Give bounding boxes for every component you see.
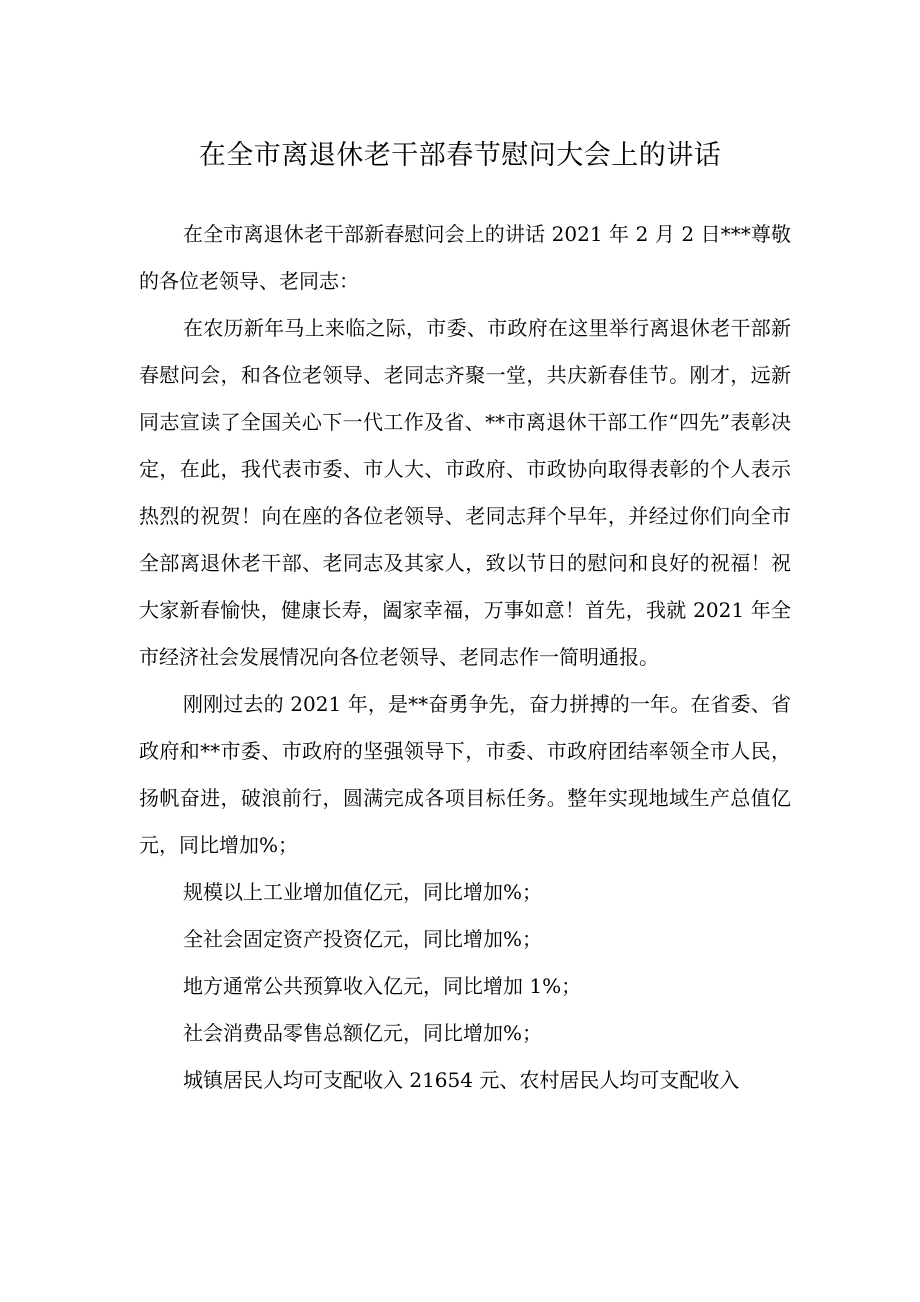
paragraph-income: 城镇居民人均可支配收入 21654 元、农村居民人均可支配收入 (183, 1068, 740, 1092)
paragraph-opening: 在农历新年马上来临之际，市委、市政府在这里举行离退休老干部新春慰问会，和各位老领导、老同志齐聚一堂，共庆新春佳节。刚才，远新同志宣读了全国关心下一代工作及省、**市离退休干部工作“四先”表彰决定，在此，我代表市委、市人大、市政府、市政协向取得表彰的个人表示热烈的祝贺！向在座的各位老领导、老同志拜个早年，并经过你们向全市全部离退休老干部、老同志及其家人，致以节日的慰问和良好的祝福！祝大家新春愉快，健康长寿，阖家幸福，万事如意！首先，我就 2021 年全市经济社会发展情况向各位老领导、老同志作一简明通报。 (139, 316, 791, 669)
paragraph-retail: 社会消费品零售总额亿元，同比增加%； (183, 1021, 543, 1045)
paragraph-greeting: 在全市离退休老干部新春慰问会上的讲话 2021 年 2 月 2 日***尊敬的各位老领导、老同志： (139, 222, 791, 293)
document-title: 在全市离退休老干部春节慰问大会上的讲话 (198, 140, 722, 172)
document-body (139, 211, 791, 1104)
paragraph-review: 刚刚过去的 2021 年，是**奋勇争先，奋力拼搏的一年。在省委、省政府和**市委、市政府的坚强领导下，市委、市政府团结率领全市人民，扬帆奋进，破浪前行，圆满完成各项目标任务。整年实现地域生产总值亿元，同比增加%； (139, 692, 791, 857)
paragraph-industry: 规模以上工业增加值亿元，同比增加%； (183, 880, 543, 904)
paragraph-investment: 全社会固定资产投资亿元，同比增加%； (183, 927, 543, 951)
paragraph-budget: 地方通常公共预算收入亿元，同比增加 1%； (183, 974, 582, 998)
